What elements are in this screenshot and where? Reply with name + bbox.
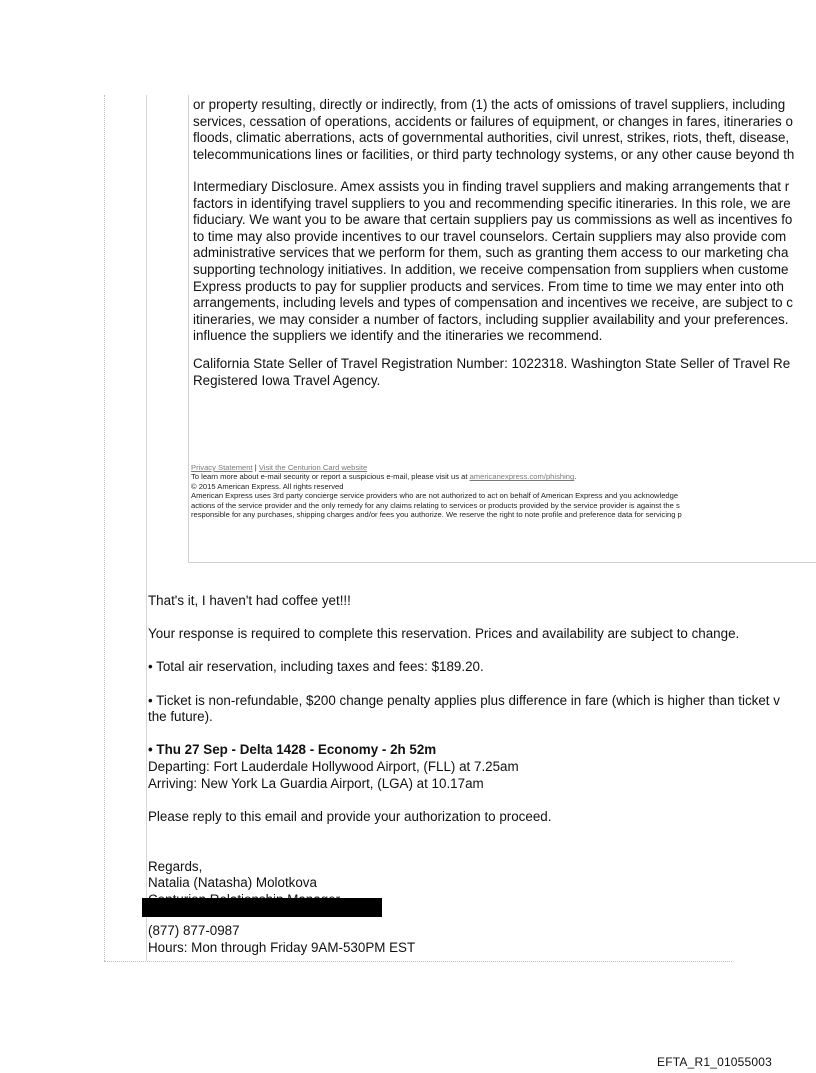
redaction-bar — [142, 898, 382, 917]
disclaimer-line: American Express uses 3rd party concierge service providers who are not authorized to act on behalf of American Express and you acknowledge — [191, 491, 679, 501]
departing-line: Departing: Fort Lauderdale Hollywood Airport, (FLL) at 7.25am — [148, 758, 519, 774]
response-required-line: Your response is required to complete this reservation. Prices and availability are subject to change. — [148, 626, 740, 642]
privacy-statement-link[interactable]: Privacy Statement — [191, 463, 253, 472]
quoted-para1-line: or property resulting, directly or indirectly, from (1) the acts of omissions of travel suppliers, including — [193, 97, 786, 112]
quoted-para2-line: administrative services that we perform for them, such as granting them access to our marketing cha — [193, 245, 789, 261]
quoted-para1-line: services, cessation of operations, accidents or failures of equipment, or changes in fares, itineraries o — [193, 113, 793, 129]
disclaimer-line: actions of the service provider and the only remedy for any claims relating to services or products provided by the service provider is against the s — [191, 500, 680, 510]
flight-title: • Thu 27 Sep - Delta 1428 - Economy - 2h 52m — [148, 742, 437, 758]
quoted-para2-line: to time may also provide incentives to our travel counselors. Certain suppliers may also provide com — [193, 228, 787, 244]
arriving-line: Arriving: New York La Guardia Airport, (LGA) at 10.17am — [148, 775, 484, 791]
inner-quote-rule — [146, 95, 147, 961]
regards-line: Regards, — [148, 858, 203, 874]
outer-quote-bottom-rule — [104, 961, 732, 962]
quoted-para3-line: Registered Iowa Travel Agency. — [193, 372, 381, 388]
quoted-para2-line: fiduciary. We want you to be aware that certain suppliers pay us commissions as well as incentives fo — [193, 212, 793, 228]
quoted-para3-line: California State Seller of Travel Registration Number: 1022318. Washington State Seller of Travel Re — [193, 356, 791, 371]
quoted-para2-line: factors in identifying travel suppliers to you and recommending specific itineraries. In this role, we are — [193, 195, 791, 211]
phishing-link[interactable]: americanexpress.com/phishing — [469, 472, 575, 482]
quoted-para2-line: influence the suppliers we identify and the itineraries we recommend. — [193, 328, 603, 344]
copyright-text: © 2015 American Express. All rights reserved — [191, 481, 344, 491]
footer-separator: | — [252, 463, 259, 472]
quoted-para2-line: Express products to pay for supplier products and services. From time to time we may enter into oth — [193, 278, 784, 294]
outer-quote-rule — [104, 95, 105, 961]
signature-hours: Hours: Mon through Friday 9AM-530PM EST — [148, 939, 416, 955]
ticket-terms-line-cont: the future). — [148, 709, 213, 725]
quoted-para2-line: Intermediary Disclosure. Amex assists you in finding travel suppliers and making arrangements that r — [193, 179, 790, 194]
total-fare-line: • Total air reservation, including taxes and fees: $189.20. — [148, 659, 484, 675]
quoted-para2-line: arrangements, including levels and types of compensation and incentives we receive, are subject to c — [193, 295, 793, 311]
phishing-end: . — [574, 472, 577, 482]
phishing-text: To learn more about e-mail security or report a suspicious e-mail, please visit us at — [191, 472, 470, 482]
coffee-line: That's it, I haven't had coffee yet!!! — [148, 593, 351, 608]
quoted-para1-line: telecommunications lines or facilities, or third party technology systems, or any other cause beyond th — [193, 146, 795, 162]
ticket-terms-line: • Ticket is non-refundable, $200 change penalty applies plus difference in fare (which is higher than ticket v — [148, 692, 780, 708]
quoted-para2-line: itineraries, we may consider a number of factors, including supplier availability and your preferences. — [193, 311, 789, 327]
signature-name: Natalia (Natasha) Molotkova — [148, 875, 317, 891]
quoted-para1-line: floods, climatic aberrations, acts of governmental authorities, civil unrest, strikes, riots, theft, disease, — [193, 130, 790, 146]
signature-phone: (877) 877-0987 — [148, 923, 240, 939]
quoted-footer — [191, 463, 682, 519]
reply-request-line: Please reply to this email and provide your authorization to proceed. — [148, 808, 552, 824]
quoted-para2-line: supporting technology initiatives. In addition, we receive compensation from suppliers when custome — [193, 262, 789, 277]
document-id: EFTA_R1_01055003 — [657, 1055, 773, 1069]
disclaimer-line: responsible for any purchases, shipping charges and/or fees you authorize. We reserve the right to note profile and preference data for servicing p — [191, 510, 682, 520]
centurion-website-link[interactable]: Visit the Centurion Card website — [258, 463, 368, 472]
